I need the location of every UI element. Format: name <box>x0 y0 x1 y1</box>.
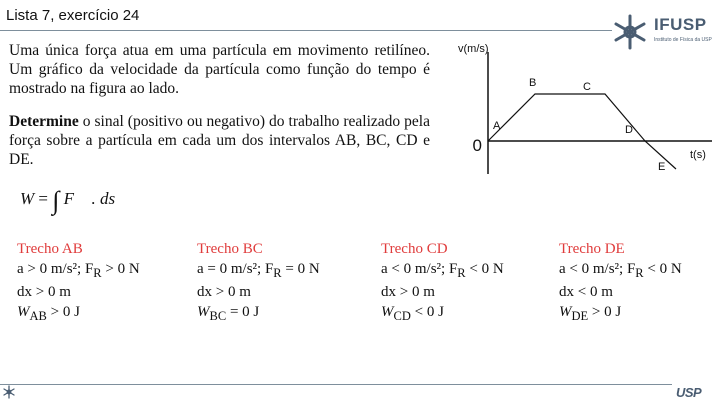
x-axis-label: t(s) <box>690 149 706 161</box>
y-axis-label: v(m/s) <box>458 43 489 55</box>
origin-label: 0 <box>472 136 482 155</box>
segment-title: Trecho DE <box>559 241 625 257</box>
atom-snowflake-icon <box>2 385 16 399</box>
velocity-curve <box>488 94 676 169</box>
usp-logo: USP <box>676 385 702 400</box>
title-divider <box>0 30 612 31</box>
segment-displacement: dx > 0 m <box>197 284 251 300</box>
question-text: o sinal (positivo ou negativo) do trabalho realizado pela força sobre a partícula em cada um dos intervalos AB, BC, CD e DE. <box>9 113 430 168</box>
segment-acceleration: a < 0 m/s²; $F_R < 0$ N <box>381 260 504 280</box>
segment-bc <box>197 240 320 326</box>
segment-work: $W_{CD} < 0$ J <box>381 303 444 323</box>
segment-title: Trecho BC <box>197 241 263 257</box>
segment-acceleration: a = 0 m/s²; $F_R = 0$ N <box>197 260 320 280</box>
segment-displacement: dx > 0 m <box>17 284 71 300</box>
problem-question <box>9 112 430 169</box>
segment-title: Trecho AB <box>17 241 83 257</box>
logo-subtitle: Instituto de Física da USP <box>654 37 712 43</box>
logo-text: IFUSP <box>654 15 707 34</box>
segment-cd <box>381 240 504 326</box>
segment-work: $W_{BC} = 0$ J <box>197 303 260 323</box>
point-a-label: A <box>493 120 501 132</box>
segment-work: $W_{AB} > 0$ J <box>17 303 80 323</box>
problem-statement: Uma única força atua em uma partícula em movimento retilíneo. Um gráfico da velocidade da partícula como função do tempo é mostrado na figura ao lado. <box>9 42 430 97</box>
point-c-label: C <box>583 81 591 93</box>
segment-ab <box>17 240 140 326</box>
segment-acceleration: a > 0 m/s²; $F_R > 0$ N <box>17 260 140 280</box>
point-b-label: B <box>529 77 537 89</box>
work-formula: W = ∫ F⃗ . ds⃗ <box>20 186 129 215</box>
point-d-label: D <box>625 124 633 136</box>
slide-title: Lista 7, exercício 24 <box>6 7 140 24</box>
segment-acceleration: a < 0 m/s²; $F_R < 0$ N <box>559 260 682 280</box>
segment-title: Trecho CD <box>381 241 448 257</box>
question-keyword: Determine <box>9 113 79 130</box>
segment-displacement: dx > 0 m <box>381 284 435 300</box>
segment-work: $W_{DE} > 0$ J <box>559 303 622 323</box>
velocity-time-graph <box>440 34 720 194</box>
point-e-label: E <box>658 161 666 173</box>
segment-displacement: dx < 0 m <box>559 284 613 300</box>
segment-de <box>559 240 682 326</box>
footer-divider <box>0 384 672 385</box>
